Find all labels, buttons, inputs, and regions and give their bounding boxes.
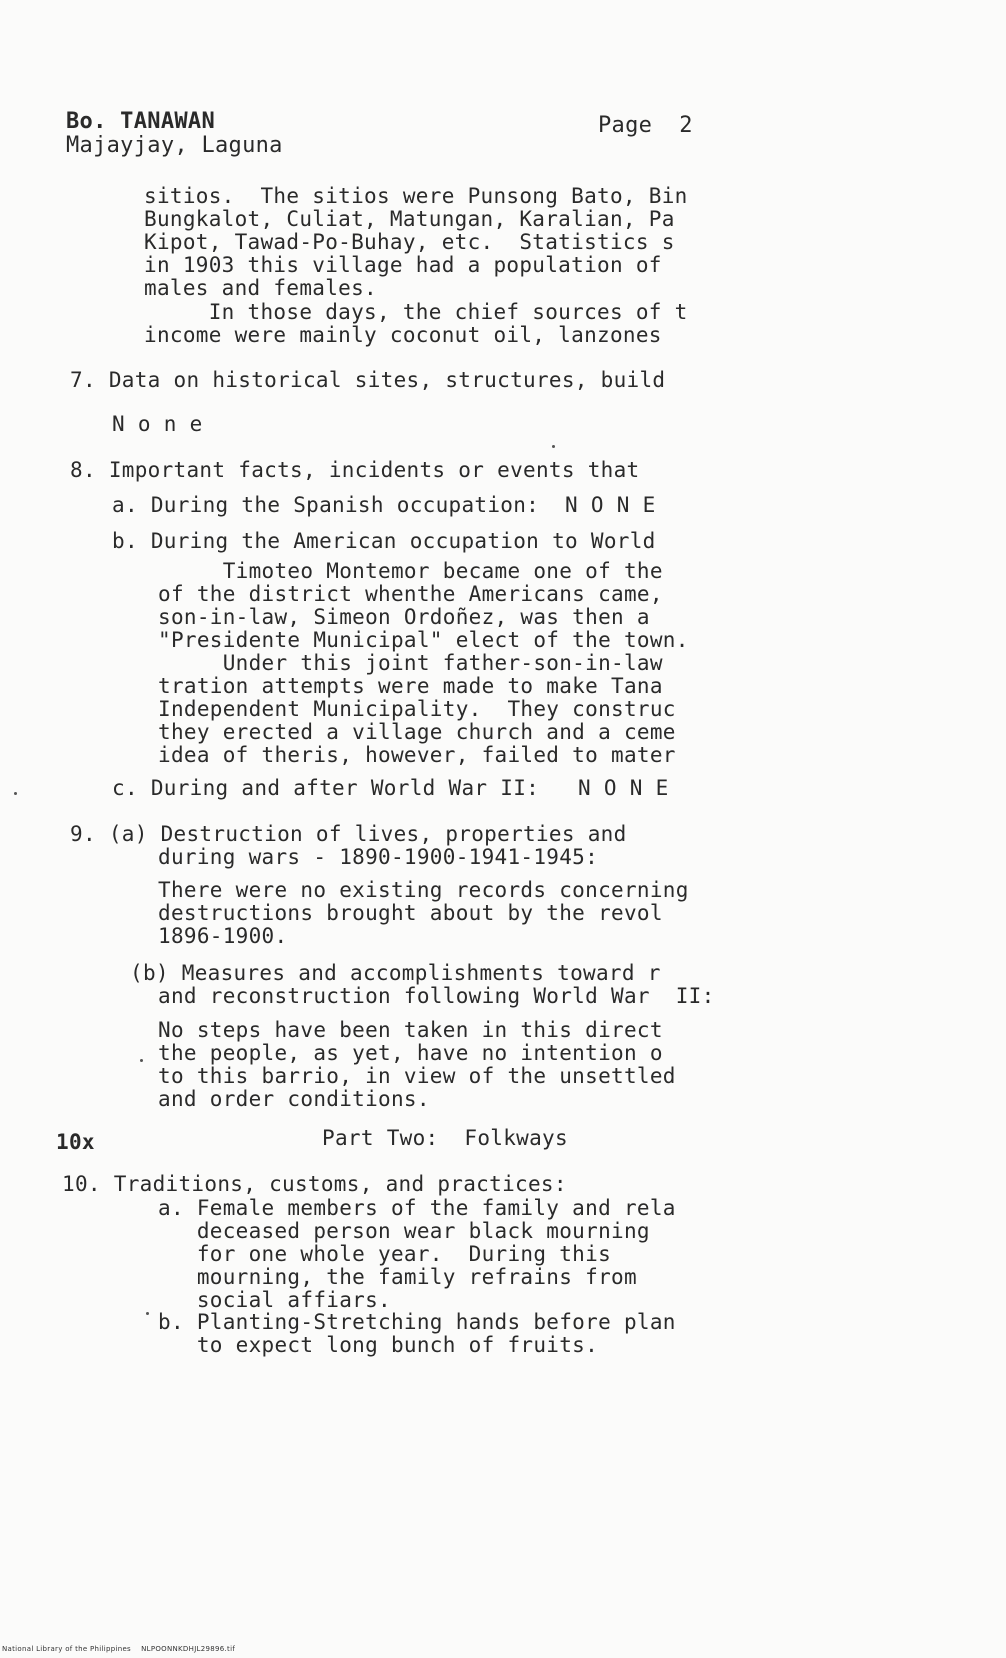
item-9a-heading: 9. (a) Destruction of lives, properties and: [70, 822, 627, 846]
item-9b-heading-2: and reconstruction following World War II:: [158, 984, 715, 1008]
item-10a-line: for one whole year. During this: [158, 1242, 612, 1266]
item-9b-heading: (b) Measures and accomplishments toward r: [130, 961, 661, 985]
struck-section-number: 10x: [56, 1130, 95, 1154]
part-two-title: Part Two: Folkways: [322, 1126, 568, 1150]
scan-speck: [146, 1312, 149, 1315]
intro-line: In those days, the chief sources of t: [144, 300, 688, 324]
item-10b-line: to expect long bunch of fruits.: [158, 1333, 599, 1357]
item-7-answer: N o n e: [112, 412, 203, 436]
item-9b-line: the people, as yet, have no intention o: [158, 1041, 663, 1065]
item-10b-line: b. Planting-Stretching hands before plan: [158, 1310, 676, 1334]
item-8b-line: Independent Municipality. They construc: [158, 697, 676, 721]
item-8b-line: of the district whenthe Americans came,: [158, 582, 663, 606]
item-10-heading: 10. Traditions, customs, and practices:: [62, 1172, 567, 1196]
item-10a-line: deceased person wear black mourning: [158, 1219, 650, 1243]
item-9b-line: and order conditions.: [158, 1087, 430, 1111]
item-9a-line: 1896-1900.: [158, 924, 288, 948]
intro-line: Bungkalot, Culiat, Matungan, Karalian, Pa: [144, 207, 675, 231]
scan-speck: [552, 445, 555, 448]
scan-speck: [14, 792, 17, 795]
item-7-heading: 7. Data on historical sites, structures, build: [70, 368, 666, 392]
intro-line: males and females.: [144, 276, 377, 300]
item-9b-line: No steps have been taken in this direct: [158, 1018, 663, 1042]
item-9a-line: destructions brought about by the revol: [158, 901, 663, 925]
intro-line: in 1903 this village had a population of: [144, 253, 662, 277]
item-10a-line: mourning, the family refrains from: [158, 1265, 637, 1289]
intro-line: income were mainly coconut oil, lanzones: [144, 323, 662, 347]
item-8b-heading: b. During the American occupation to World: [112, 529, 656, 553]
intro-line: sitios. The sitios were Punsong Bato, Bin: [144, 184, 688, 208]
item-9b-line: to this barrio, in view of the unsettled: [158, 1064, 676, 1088]
item-9a-line: There were no existing records concerning: [158, 878, 689, 902]
town-name: Majayjay, Laguna: [66, 133, 283, 158]
intro-line: Kipot, Tawad-Po-Buhay, etc. Statistics s: [144, 230, 675, 254]
item-8b-line: Under this joint father-son-in-law: [158, 651, 663, 675]
item-8-heading: 8. Important facts, incidents or events that: [70, 458, 640, 482]
item-8b-line: they erected a village church and a ceme: [158, 720, 676, 744]
page-number: Page 2: [598, 113, 693, 138]
item-10a-line: social affiars.: [158, 1288, 391, 1312]
item-10a-line: a. Female members of the family and rela: [158, 1196, 676, 1220]
item-8b-line: "Presidente Municipal" elect of the town.: [158, 628, 689, 652]
item-8b-line: Timoteo Montemor became one of the: [158, 559, 663, 583]
item-8b-line: tration attempts were made to make Tana: [158, 674, 663, 698]
item-8b-line: son-in-law, Simeon Ordoñez, was then a: [158, 605, 650, 629]
item-8a: a. During the Spanish occupation: N O N E: [112, 493, 656, 517]
item-9a-heading-2: during wars - 1890-1900-1941-1945:: [158, 845, 599, 869]
scan-speck: [140, 1059, 143, 1062]
item-8b-line: idea of theris, however, failed to mater: [158, 743, 676, 767]
scan-footer: National Library of the Philippines NLPOONNKDHJL29896.tif: [2, 1645, 236, 1653]
item-8c: c. During and after World War II: N O N E: [112, 776, 669, 800]
barrio-name: Bo. TANAWAN: [66, 109, 215, 134]
